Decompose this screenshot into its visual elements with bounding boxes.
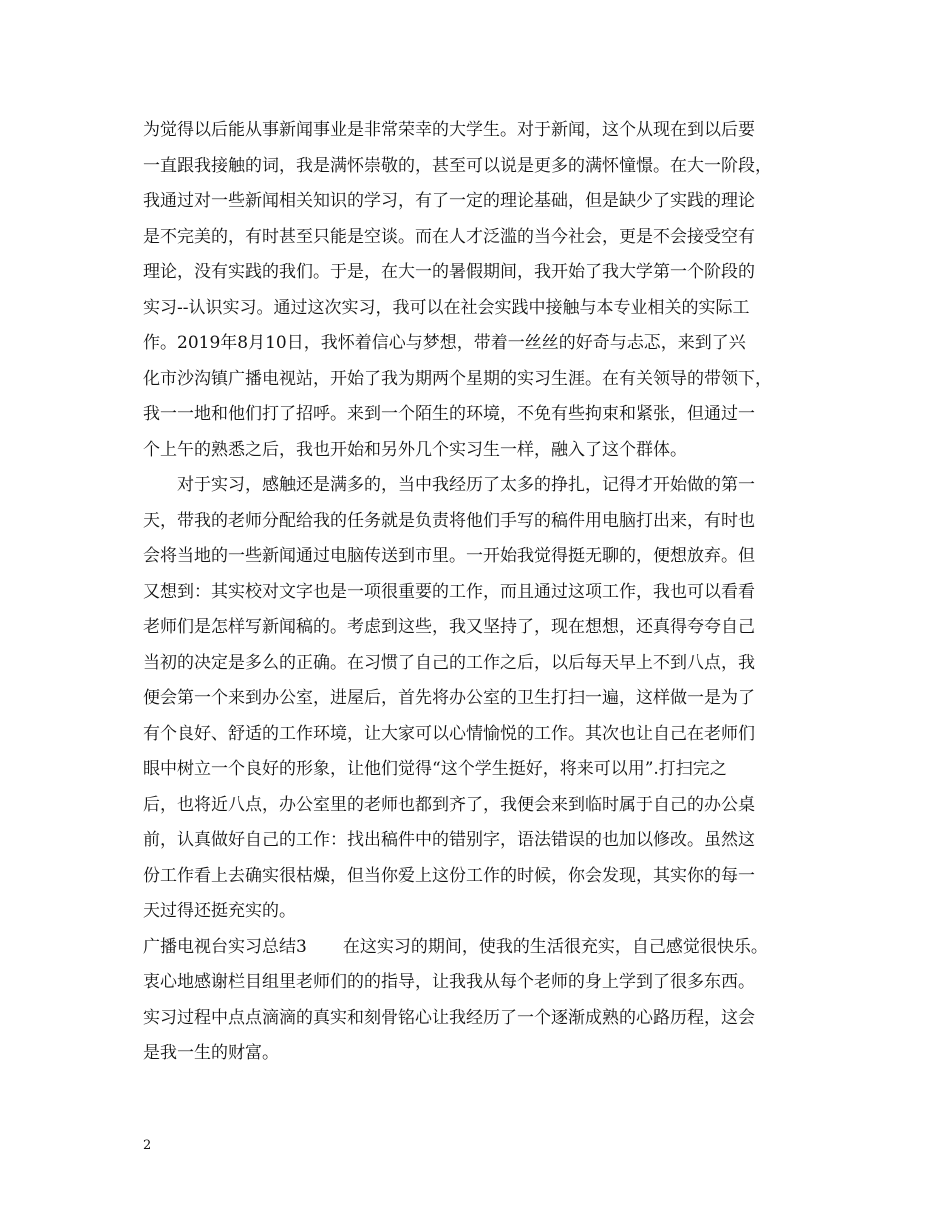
text-line: 实习过程中点点滴滴的真实和刻骨铭心让我经历了一个逐渐成熟的心路历程，这会: [143, 1007, 755, 1028]
text-line: 为觉得以后能从事新闻事业是非常荣幸的大学生。对于新闻，这个从现在到以后要: [143, 120, 755, 140]
text-line: 又想到：其实校对文字也是一项很重要的工作，而且通过这项工作，我也可以看看: [143, 581, 755, 602]
text-line: 后，也将近八点，办公室里的老师也都到齐了，我便会来到临时属于自己的办公桌: [143, 794, 755, 815]
text-line: 便会第一个来到办公室，进屋后，首先将办公室的卫生打扫一遍，这样做一是为了: [143, 688, 755, 708]
text-line: 理论，没有实践的我们。于是，在大一的暑假期间，我开始了我大学第一个阶段的: [143, 262, 755, 282]
text-line: 个上午的熟悉之后，我也开始和另外几个实习生一样，融入了这个群体。: [143, 439, 687, 460]
section-heading-line: [143, 930, 843, 966]
text-line: 是我一生的财富。: [143, 1043, 279, 1063]
text-line: 会将当地的一些新闻通过电脑传送到市里。一开始我觉得挺无聊的，便想放弃。但: [143, 546, 755, 566]
section-3: [143, 930, 843, 1072]
text-line: 当初的决定是多么的正确。在习惯了自己的工作之后，以后每天早上不到八点，我: [143, 652, 755, 673]
page-number: 2: [143, 1138, 152, 1153]
text-line: 对于实习，感触还是满多的，当中我经历了太多的挣扎，记得才开始做的第一: [177, 475, 755, 495]
text-line: 份工作看上去确实很枯燥，但当你爱上这份工作的时候，你会发现，其实你的每一: [143, 865, 755, 886]
text-line: 作。2019年8月10日，我怀着信心与梦想，带着一丝丝的好奇与忐忑，来到了兴: [143, 333, 746, 353]
text-line: 天过得还挺充实的。: [143, 901, 296, 921]
text-line: 我通过对一些新闻相关知识的学习，有了一定的理论基础，但是缺少了实践的理论: [143, 191, 755, 211]
body-text: [143, 113, 843, 1072]
section-heading: 广播电视台实习总结3: [143, 936, 307, 957]
text-line: 前，认真做好自己的工作：找出稿件中的错别字，语法错误的也加以修改。虽然这: [143, 830, 755, 850]
text-line: 衷心地感谢栏目组里老师们的的指导，让我我从每个老师的身上学到了很多东西。: [143, 972, 755, 992]
text-line: 实习--认识实习。通过这次实习，我可以在社会实践中接触与本专业相关的实际工: [143, 297, 750, 318]
text-line: 眼中树立一个良好的形象，让他们觉得“这个学生挺好，将来可以用”.打扫完之: [143, 759, 727, 779]
text-line: 我一一地和他们打了招呼。来到一个陌生的环境，不免有些拘束和紧张，但通过一: [143, 404, 755, 424]
text-line: 老师们是怎样写新闻稿的。考虑到这些，我又坚持了，现在想想，还真得夸夸自己: [143, 617, 755, 637]
paragraph-2: [143, 468, 843, 930]
paragraph-1: [143, 113, 843, 468]
text-line: 是不完美的，有时甚至只能是空谈。而在人才泛滥的当今社会，更是不会接受空有: [143, 226, 755, 247]
section-first-line: 在这实习的期间，使我的生活很充实，自己感觉很快乐。: [342, 936, 768, 957]
text-line: 天，带我的老师分配给我的任务就是负责将他们手写的稿件用电脑打出来，有时也: [143, 510, 755, 531]
text-line: 化市沙沟镇广播电视站，开始了我为期两个星期的实习生涯。在有关领导的带领下，: [143, 368, 772, 389]
text-line: 一直跟我接触的词，我是满怀崇敬的，甚至可以说是更多的满怀憧憬。在大一阶段，: [143, 155, 772, 176]
text-line: 有个良好、舒适的工作环境，让大家可以心情愉悦的工作。其次也让自己在老师们: [143, 723, 755, 744]
